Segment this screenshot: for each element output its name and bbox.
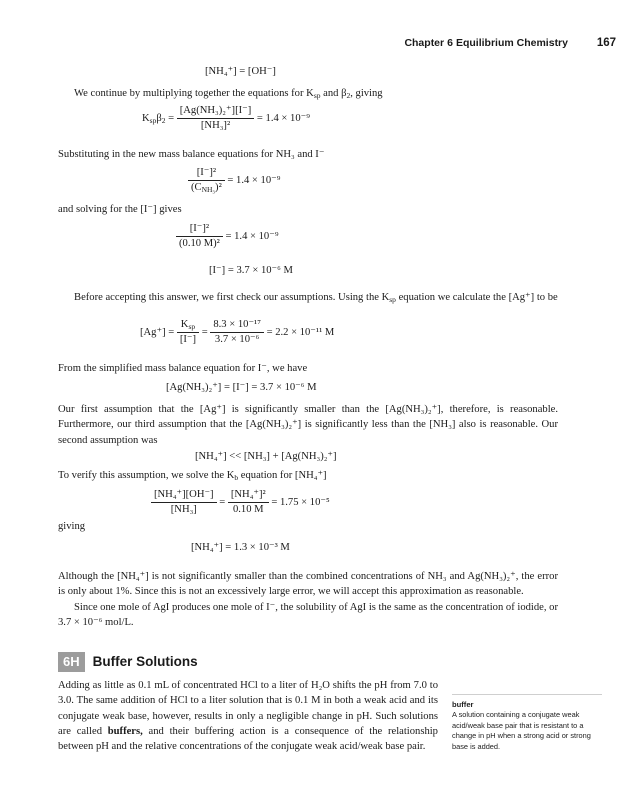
equation-iodide-numeric: $\frac{\text{[I⁻]²}}{\text{(0.10 M)²}}$ = 1.4 × 10⁻⁹ <box>176 222 279 252</box>
equation-ammonium-result: [NH₄⁺] = 1.3 × 10⁻³ M <box>191 542 290 553</box>
paragraph-buffer-intro: Adding as little as 0.1 mL of concentrated HCl to a liter of H₂O shifts the pH from 7.0 to 3.0. The same addition of HCl to a liter solution that is 0.1 M in both a weak acid and its conjugate weak base, however, results in only a negligible change in pH. Such solutions are called buffers, and their buffering action is a consequence of the relationship between pH and the relative concentrations of the conjugate weak acid/weak base pair. <box>58 680 438 753</box>
equation-nh4-oh: [NH₄⁺] = [OH⁻] <box>205 66 276 77</box>
chapter-word: Chapter <box>404 37 445 49</box>
fraction: $\frac{\text{[NH₄⁺][OH⁻]}}{\text{[NH₃]}}$ <box>151 488 217 518</box>
paragraph-check-assumptions: Before accepting this answer, we first check our assumptions. Using the $K_{sp}$ equation we calculate the [Ag⁺] to be <box>74 292 558 304</box>
paragraph-verify: To verify this assumption, we solve the $K_b$ equation for [NH₄⁺] <box>58 470 327 482</box>
fraction: $\frac{K_{sp}}{[I^-]}$ <box>177 318 199 348</box>
fraction: $\frac{\text{[Ag(NH₃)₂⁺][I⁻]}}{\text{[NH₃]²}}$ <box>177 104 255 134</box>
fraction: $\frac{\text{[NH₄⁺]²}}{0.10 M}$ <box>228 488 269 518</box>
paragraph-giving: giving <box>58 521 86 532</box>
glossary-definition: A solution containing a conjugate weak acid/weak base pair that is resistant to a change in pH when a strong acid or strong base is added. <box>452 710 591 752</box>
paragraph-solving: and solving for the [I⁻] gives <box>58 204 182 215</box>
fraction: $\frac{\text{8.3 × 10⁻¹⁷}}{\text{3.7 × 10⁻⁶}}$ <box>210 318 264 348</box>
paragraph-although: Although the [NH₄⁺] is not significantly smaller than the combined concentrations of NH₃ and Ag(NH₃)₂⁺, the error is only about 1%. Since this is not an excessively large error, we will accept this approximation as reasonable. <box>58 571 558 598</box>
page-number: 167 <box>596 37 616 49</box>
margin-glossary-note <box>452 694 602 753</box>
equation-silver-ion: [Ag⁺] = $\frac{K_{sp}}{[I^-]}$ = $\frac{\text{8.3 × 10⁻¹⁷}}{\text{3.7 × 10⁻⁶}}$ = 2.2 × 10⁻¹¹ M <box>140 318 334 348</box>
equation-kb: $\frac{\text{[NH₄⁺][OH⁻]}}{\text{[NH₃]}}$ = $\frac{\text{[NH₄⁺]²}}{0.10 M}$ = 1.75 × 10⁻⁵ <box>151 488 330 518</box>
glossary-term: buffer <box>452 700 474 709</box>
equation-iodide-result: [I⁻] = 3.7 × 10⁻⁶ M <box>209 265 293 276</box>
paragraph-substituting: Substituting in the new mass balance equations for NH₃ and I⁻ <box>58 149 325 160</box>
equation-ksp-beta2: $K_{sp}\beta_2$ = $\frac{\text{[Ag(NH₃)₂⁺][I⁻]}}{\text{[NH₃]²}}$ = 1.4 × 10⁻⁹ <box>142 104 310 134</box>
equation-silver-ammine: [Ag(NH₃)₂⁺] = [I⁻] = 3.7 × 10⁻⁶ M <box>166 382 317 393</box>
paragraph-mass-balance: From the simplified mass balance equation for I⁻, we have <box>58 363 308 374</box>
paragraph-multiply: We continue by multiplying together the equations for $K_{sp}$ and $\beta_2$, giving <box>74 88 383 100</box>
term-buffers: buffers, <box>107 726 143 738</box>
paragraph-first-assumption: Our first assumption that the [Ag⁺] is significantly smaller than the [Ag(NH₃)₂⁺], therefore, is reasonable. Furthermore, our third assumption that the [Ag(NH₃)₂⁺] is significantly less than the [NH₃] also is reasonable. Our second assumption was <box>58 404 558 446</box>
running-header <box>0 36 640 56</box>
fraction: $\frac{\text{[I⁻]²}}{(C_{NH_3})^2}$ <box>188 166 225 196</box>
equation-iodide-squared: $\frac{\text{[I⁻]²}}{(C_{NH_3})^2}$ = 1.4 × 10⁻⁹ <box>188 166 280 196</box>
section-title: Buffer Solutions <box>92 654 198 670</box>
fraction: $\frac{\text{[I⁻]²}}{\text{(0.10 M)²}}$ <box>176 222 223 252</box>
equation-second-assumption: [NH₄⁺] << [NH₃] + [Ag(NH₃)₂⁺] <box>195 451 337 462</box>
chapter-number: 6 <box>447 37 453 49</box>
chapter-heading <box>404 36 568 51</box>
chapter-title: Equilibrium Chemistry <box>455 37 568 49</box>
section-heading <box>58 652 198 672</box>
paragraph-solubility: Since one mole of AgI produces one mole of I⁻, the solubility of AgI is the same as the concentration of iodide, or 3.7 × 10⁻⁶ mol/L. <box>58 602 558 629</box>
section-number-badge: 6H <box>58 652 85 673</box>
